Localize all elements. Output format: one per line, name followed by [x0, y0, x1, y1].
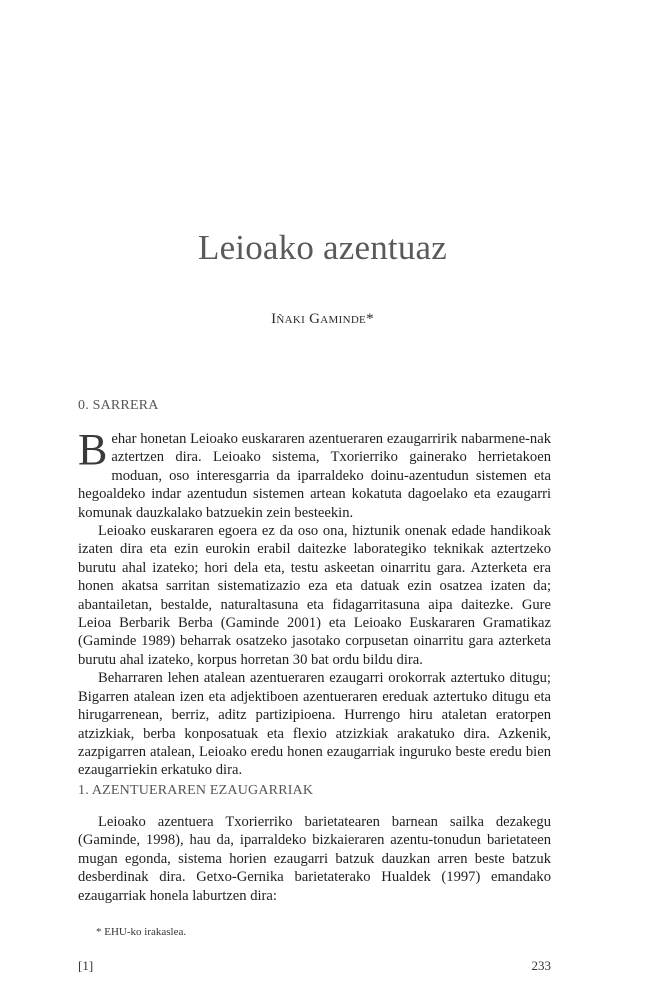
footer-page-ref: [1]	[78, 958, 94, 973]
page-number: 233	[531, 958, 551, 973]
article-title: Leioako azentuaz	[197, 228, 448, 267]
paragraph: Beharraren lehen atalean azentueraren ezaugarri orokorrak aztertuko ditugu; Bigarren atalean izen eta adjektiboen azentueraren ereduak aztertuko ditugu eta hirugarrenean, berriz, aditz partizipioena. Hurrengo hiru ataletan eratorpen atzizkiak, berba konposatuak eta flexio atzizkiak arakatuko dira. Azkenik, zazpigarren atalean, Leioako eredu honen ezaugarriak inguruko beste eredu bien ezaugarriekin erkatuko dira.	[78, 670, 551, 779]
paragraph-text: ehar honetan Leioako euskararen azentueraren ezaugarririk nabarmene-nak aztertzen dira. Leioako sistema, Txorierriko gainerako herrietakoen moduan, oso interesgarria da iparraldeko doinu-azentudun sistemen eta hegoaldeko indar azentudun sistemen artean kokatuta dagoelako eta ezaugarri komunak dauzkalako batzuekin zein besteekin.	[78, 431, 551, 521]
section-body-azentueraren	[78, 813, 551, 905]
section-heading-azentueraren: 1. AZENTUERAREN EZAUGARRIAK	[78, 783, 314, 798]
paragraph: Leioako euskararen egoera ez da oso ona, hiztunik onenak edade handikoak izaten dira eta ezin eurokin erabil daitezke laborategiko teknikak aztertzeko burutu ahal izateko; hori dela eta, testu askeetan oinarritu gara. Azterketa era honen akatsa sarritan sistematizazio eza eta datuak ezin osatzea izaten da; abantailetan, bestalde, naturaltasuna eta fidagarritasuna aipa daitezke. Gure Leioa Berbarik Berba (Gaminde 2001) eta Leioako Euskararen Gramatikaz (Gaminde 1989) beharrak osatzeko jasotako corpusetan oinarritu gara azterketa burutu ahal izateko, korpus horretan 30 bat ordu bildu dira.	[78, 523, 551, 668]
paragraph	[78, 425, 551, 522]
footnote: * EHU-ko irakaslea.	[96, 926, 187, 938]
article-author: Iñaki Gaminde*	[271, 311, 374, 327]
section-heading-sarrera: 0. SARRERA	[78, 398, 159, 413]
paragraph: Leioako azentuera Txorierriko barietatearen barnean sailka dezakegu (Gaminde, 1998), hau da, iparraldeko bizkaieraren azentu-tonudun barietateen mugan egonda, sistema horien ezaugarri batzuk dauzkan arren beste batzuk desberdinak dira. Getxo-Gernika barietaterako Hualdek (1997) emandako ezaugarriak honela laburtzen dira:	[78, 814, 551, 904]
drop-cap: B	[78, 425, 108, 474]
section-body-sarrera	[78, 425, 551, 780]
